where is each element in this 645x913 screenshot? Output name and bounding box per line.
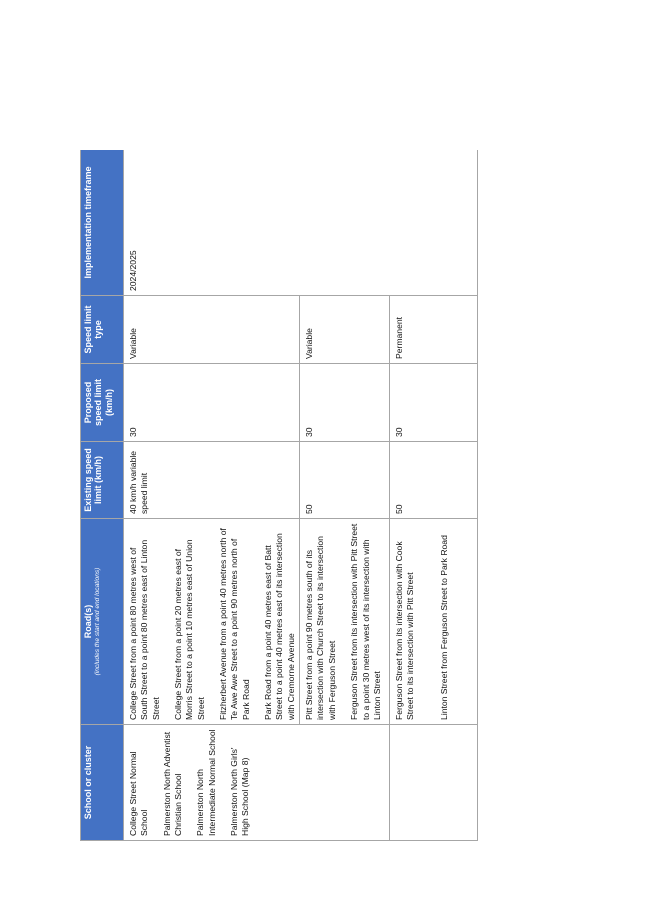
road-text: Park Road from a point 40 metres east of Batt Street to a point 40 metres east of its intersection with Cremorne Avenue [263, 533, 296, 720]
table-row [124, 150, 300, 841]
road-text: Pitt Street from a point 90 metres south of its intersection with Church Street to its intersection with Ferguson Street [304, 536, 337, 720]
header-existing: Existing speed limit (km/h) [81, 442, 124, 519]
header-proposed: Proposed speed limit (km/h) [81, 364, 124, 442]
header-road-sub: (includes the start and end locations) [94, 567, 102, 676]
school-name: Palmerston North Girls' High School (Map 8) [229, 747, 251, 836]
table-container [80, 150, 478, 841]
road-cell [124, 519, 300, 725]
header-school: School or cluster [81, 725, 124, 841]
proposed-speed-cell: 30 [390, 364, 478, 442]
header-type: Speed limit type [81, 296, 124, 364]
proposed-speed-cell: 30 [124, 364, 300, 442]
header-timeframe: Implementation timeframe [81, 150, 124, 296]
school-name: Palmerston North Adventist Christian School [161, 731, 184, 836]
header-row [81, 150, 124, 841]
existing-speed-cell: 50 [390, 442, 478, 519]
header-road: Road(s) (includes the start and end locations) [81, 519, 124, 725]
road-cell [390, 519, 478, 725]
road-text: College Street from a point 80 metres west of South Street to a point 80 metres east of Linton Street [128, 539, 161, 720]
speed-type-cell: Variable [300, 296, 390, 364]
speed-type-cell: Permanent [390, 296, 478, 364]
timeframe-cell: 2024/2025 [124, 150, 478, 296]
school-name: Palmerston North Intermediate Normal School [195, 729, 217, 836]
road-text: Fitzherbert Avenue from a point 40 metres north of Te Awe Awe Street to a point 90 metres north of Park Road [218, 528, 251, 720]
school-cell-empty [390, 725, 478, 841]
school-name: College Street Normal School [128, 751, 150, 836]
rotated-page [80, 150, 478, 841]
speed-limit-table [80, 150, 478, 841]
road-text: Ferguson Street from its intersection with Pitt Street to a point 30 metres west of its intersection with Linton Street [349, 523, 382, 720]
proposed-speed-cell: 30 [300, 364, 390, 442]
road-text: Ferguson Street from its intersection with Cook Street to its intersection with Pitt Street [394, 541, 416, 720]
existing-speed-cell: 50 [300, 442, 390, 519]
road-text: Linton Street from Ferguson Street to Park Road [438, 535, 449, 720]
road-text: College Street from a point 20 metres east of Morris Street to a point 10 metres east of Union Street [173, 539, 206, 720]
existing-speed-cell: 40 km/h variable speed limit [124, 442, 300, 519]
speed-type-cell: Variable [124, 296, 300, 364]
school-cell [124, 725, 390, 841]
road-cell [300, 519, 390, 725]
